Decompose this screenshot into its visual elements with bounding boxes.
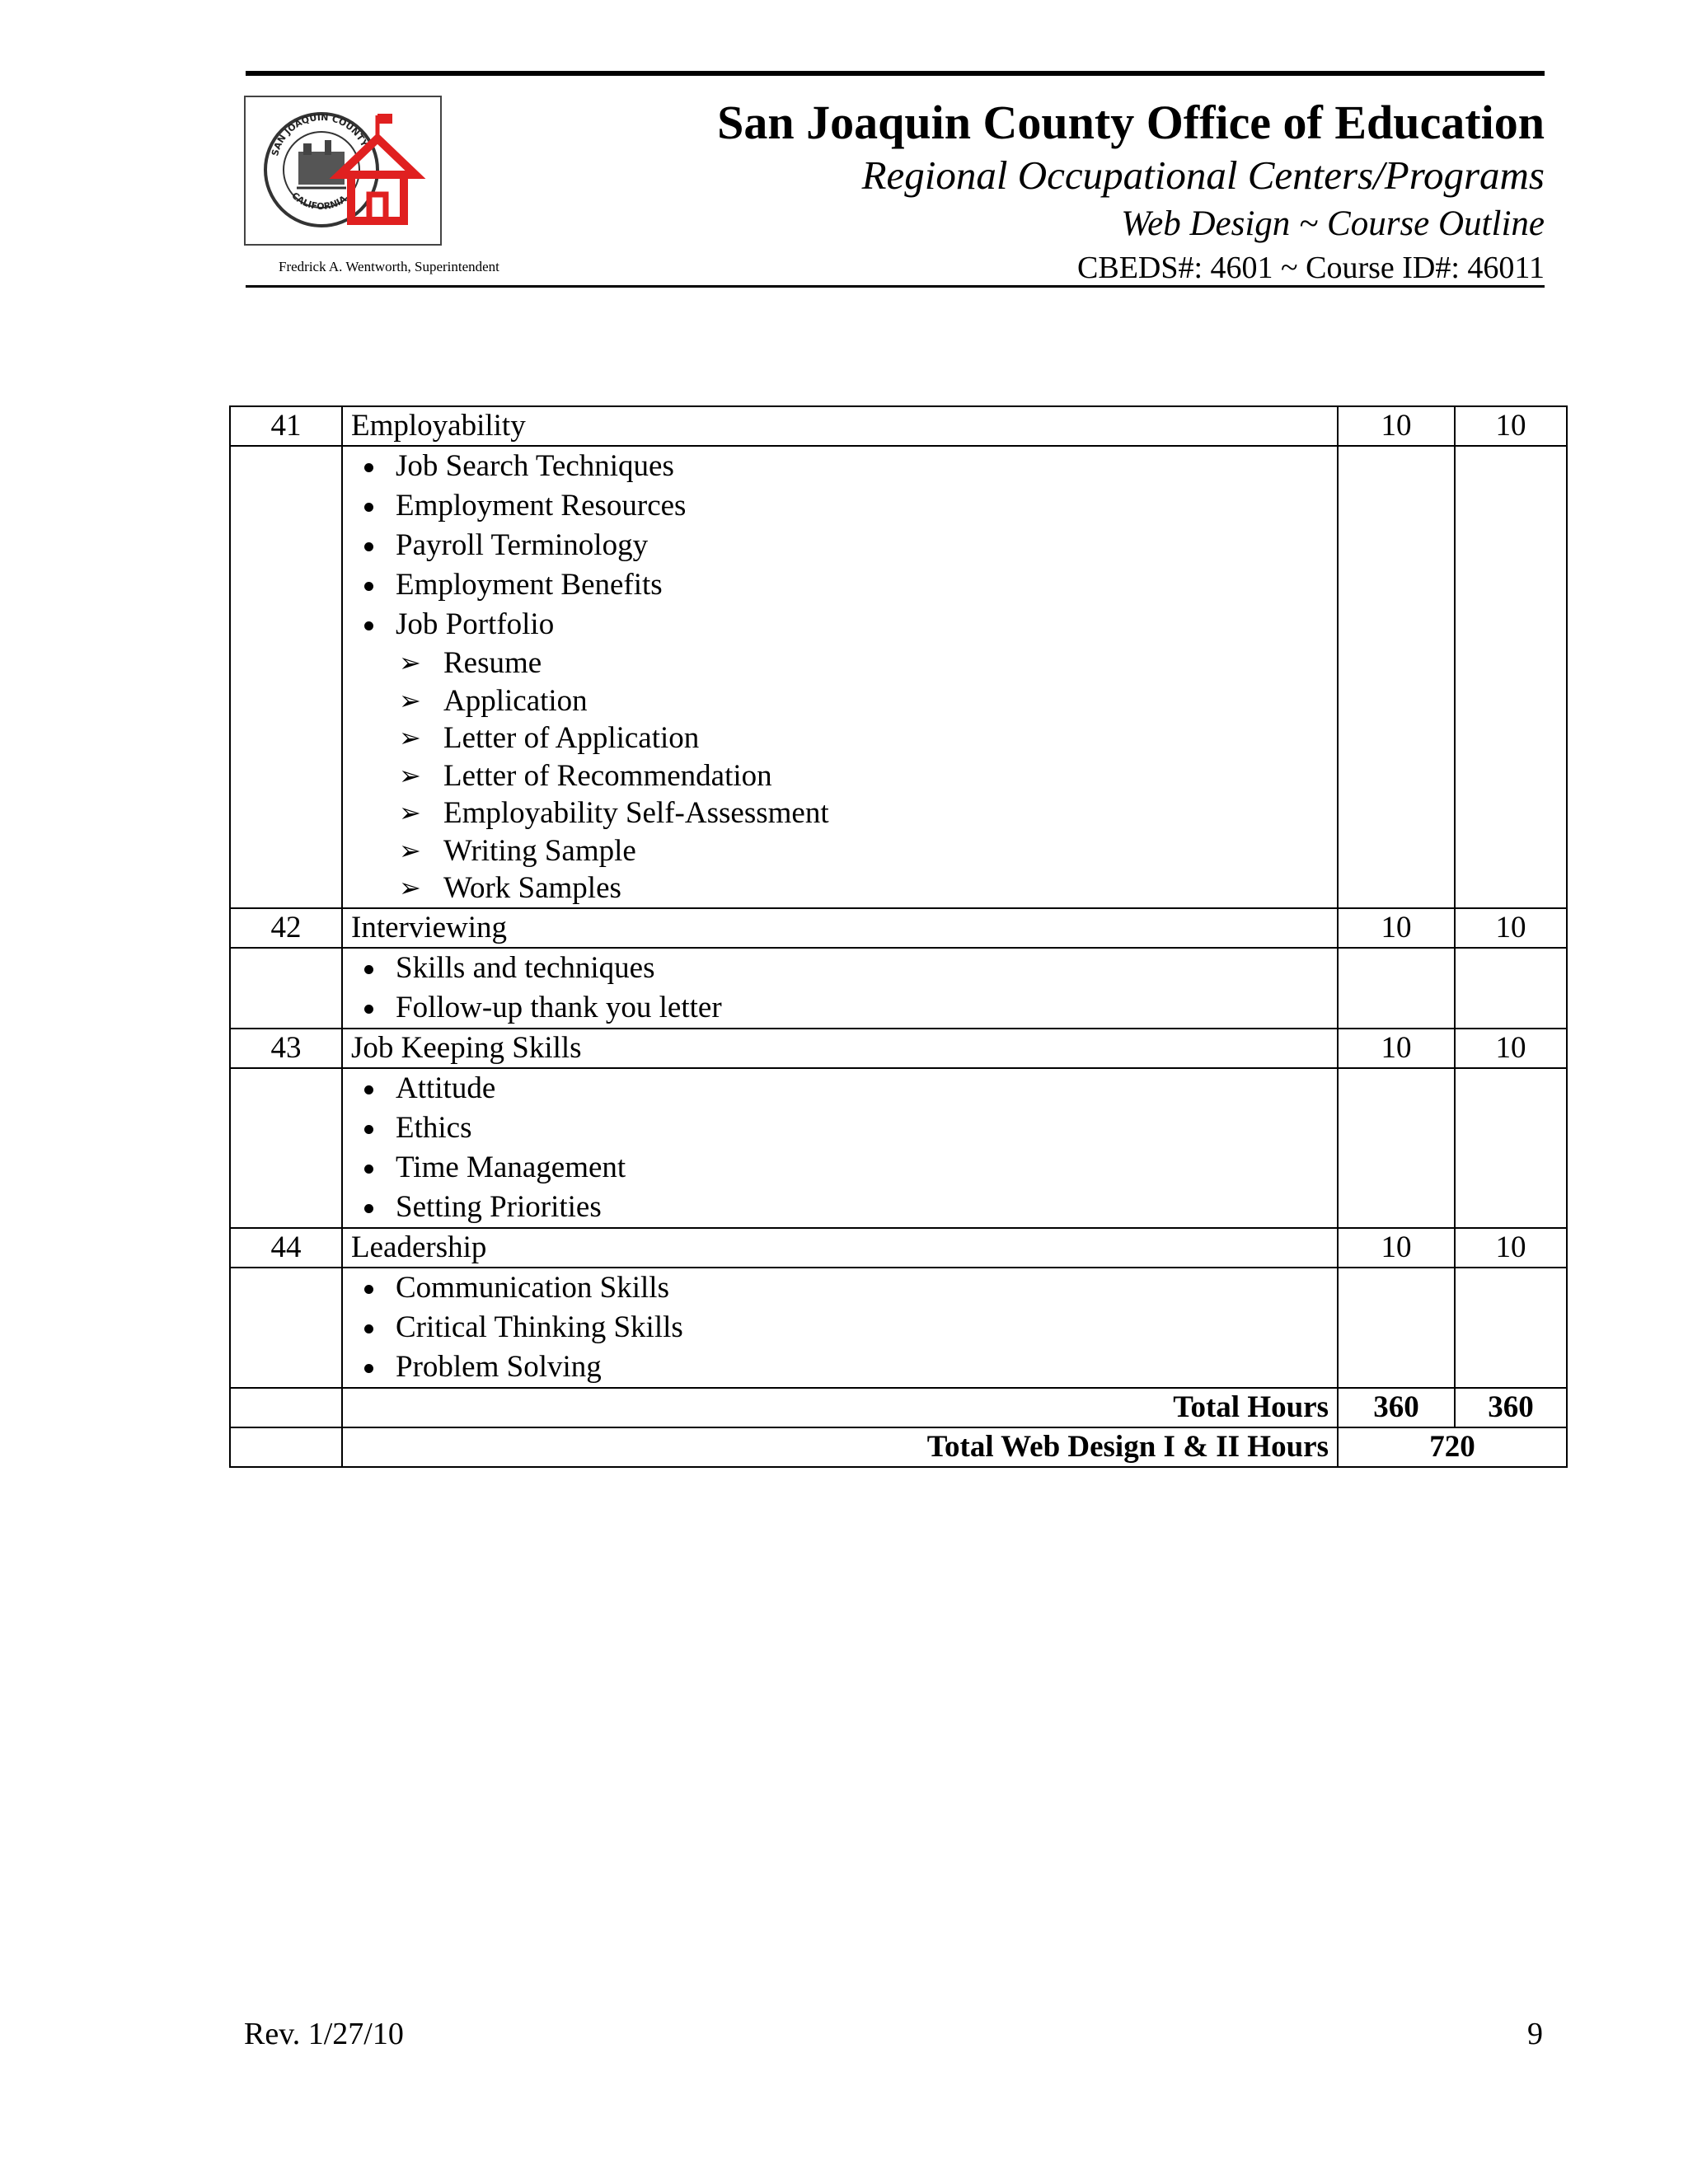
- list-item: Communication Skills: [356, 1268, 1329, 1308]
- empty-cell: [1455, 1068, 1567, 1228]
- course-title: Web Design ~ Course Outline: [1121, 204, 1545, 243]
- revision-date: Rev. 1/27/10: [244, 2017, 404, 2051]
- org-header: [717, 96, 1545, 288]
- list-item: ➢ Employability Self-Assessment: [399, 794, 1329, 832]
- seal-schoolhouse-icon: [246, 97, 440, 244]
- table-row: [230, 446, 1567, 908]
- list-item: Skills and techniques: [356, 949, 1329, 988]
- unit-topics: [342, 1268, 1338, 1388]
- empty-cell: [230, 1268, 342, 1388]
- unit-title: Interviewing: [342, 908, 1338, 948]
- empty-cell: [1338, 948, 1455, 1029]
- unit-topics: [342, 948, 1338, 1029]
- table-row: [230, 1068, 1567, 1228]
- total-hours-2: 360: [1455, 1388, 1567, 1427]
- page-number: 9: [1527, 2017, 1543, 2051]
- unit-number: 44: [230, 1228, 342, 1268]
- list-item: Job Search Techniques: [356, 447, 1329, 486]
- empty-cell: [230, 1388, 342, 1427]
- svg-text:SAN JOAQUIN COUNTY: [270, 112, 370, 157]
- list-item: ➢ Letter of Application: [399, 719, 1329, 757]
- grand-total-value: 720: [1338, 1427, 1567, 1467]
- list-item: ➢ Letter of Recommendation: [399, 757, 1329, 795]
- seal-text-top: SAN JOAQUIN COUNTY: [270, 111, 370, 157]
- grand-total-label: Total Web Design I & II Hours: [342, 1427, 1338, 1467]
- table-row: [230, 1268, 1567, 1388]
- unit-topics: [342, 1068, 1338, 1228]
- list-item: Setting Priorities: [356, 1188, 1329, 1227]
- unit-title: Leadership: [342, 1228, 1338, 1268]
- org-title: San Joaquin County Office of Education: [717, 96, 1545, 149]
- empty-cell: [230, 1427, 342, 1467]
- list-item: Job Portfolio: [356, 605, 1329, 644]
- table-row: [230, 406, 1567, 446]
- table-row: [230, 1029, 1567, 1068]
- empty-cell: [1455, 1268, 1567, 1388]
- header-top-rule: [246, 71, 1545, 76]
- arrow-bullet-icon: ➢: [399, 684, 421, 716]
- list-item: Payroll Terminology: [356, 526, 1329, 565]
- course-ids: CBEDS#: 4601 ~ Course ID#: 46011: [1077, 251, 1545, 285]
- list-item: ➢ Application: [399, 682, 1329, 720]
- arrow-bullet-icon: ➢: [399, 722, 421, 753]
- list-item: Critical Thinking Skills: [356, 1308, 1329, 1347]
- empty-cell: [230, 1068, 342, 1228]
- arrow-bullet-icon: ➢: [399, 759, 421, 791]
- empty-cell: [230, 446, 342, 908]
- list-item: Employment Benefits: [356, 565, 1329, 605]
- list-item: Problem Solving: [356, 1347, 1329, 1387]
- county-seal-logo: [244, 96, 442, 246]
- seal-text-bottom: CALIFORNIA: [289, 190, 349, 213]
- table-row: [230, 1228, 1567, 1268]
- unit-hours-1: 10: [1338, 1029, 1455, 1068]
- unit-topics: [342, 446, 1338, 908]
- empty-cell: [1455, 446, 1567, 908]
- unit-hours-2: 10: [1455, 1228, 1567, 1268]
- unit-number: 41: [230, 406, 342, 446]
- total-hours-1: 360: [1338, 1388, 1455, 1427]
- list-item: Follow-up thank you letter: [356, 988, 1329, 1028]
- unit-number: 43: [230, 1029, 342, 1068]
- svg-text:CALIFORNIA: [289, 190, 349, 212]
- empty-cell: [1455, 948, 1567, 1029]
- unit-hours-2: 10: [1455, 406, 1567, 446]
- unit-hours-1: 10: [1338, 908, 1455, 948]
- arrow-bullet-icon: ➢: [399, 872, 421, 903]
- superintendent-name: Fredrick A. Wentworth, Superintendent: [279, 259, 499, 274]
- list-item: Attitude: [356, 1069, 1329, 1108]
- unit-hours-2: 10: [1455, 1029, 1567, 1068]
- list-item: ➢ Resume: [399, 644, 1329, 682]
- unit-hours-1: 10: [1338, 1228, 1455, 1268]
- empty-cell: [230, 948, 342, 1029]
- arrow-bullet-icon: ➢: [399, 797, 421, 828]
- course-outline-table: [229, 405, 1568, 1468]
- unit-title: Employability: [342, 406, 1338, 446]
- arrow-bullet-icon: ➢: [399, 834, 421, 866]
- table-row: [230, 948, 1567, 1029]
- list-item: ➢ Work Samples: [399, 869, 1329, 907]
- unit-hours-1: 10: [1338, 406, 1455, 446]
- empty-cell: [1338, 446, 1455, 908]
- total-hours-label: Total Hours: [342, 1388, 1338, 1427]
- list-item: ➢ Writing Sample: [399, 832, 1329, 870]
- grand-total-row: [230, 1427, 1567, 1467]
- unit-hours-2: 10: [1455, 908, 1567, 948]
- empty-cell: [1338, 1068, 1455, 1228]
- list-item: Employment Resources: [356, 486, 1329, 526]
- empty-cell: [1338, 1268, 1455, 1388]
- arrow-bullet-icon: ➢: [399, 647, 421, 678]
- total-hours-row: [230, 1388, 1567, 1427]
- org-subtitle: Regional Occupational Centers/Programs: [861, 152, 1545, 198]
- unit-title: Job Keeping Skills: [342, 1029, 1338, 1068]
- table-row: [230, 908, 1567, 948]
- header-bottom-rule: [246, 285, 1545, 288]
- list-item: Time Management: [356, 1148, 1329, 1188]
- unit-number: 42: [230, 908, 342, 948]
- list-item: Ethics: [356, 1108, 1329, 1148]
